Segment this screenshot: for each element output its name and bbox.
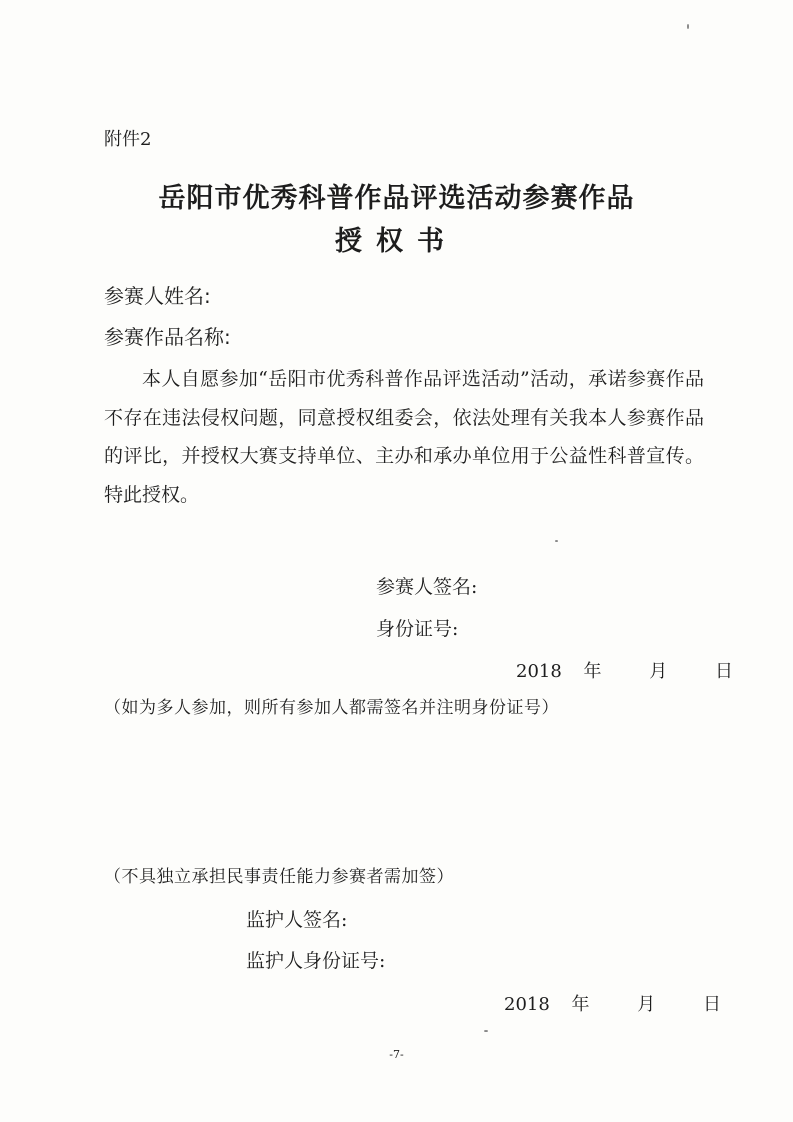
date-day-unit: 日: [703, 994, 722, 1015]
multi-participant-note: （如为多人参加，则所有参加人都需签名并注明身份证号）: [104, 698, 559, 718]
participant-id-label: 身份证号:: [376, 618, 459, 640]
participant-name-label: 参赛人姓名:: [104, 284, 211, 308]
page-number: -7-: [389, 1048, 404, 1061]
guardian-date: [504, 990, 721, 1016]
date-day-unit: 日: [715, 661, 734, 682]
scan-speck: [687, 24, 689, 29]
attachment-label: 附件2: [104, 129, 152, 150]
date-year: 2018: [516, 661, 562, 682]
scan-speck: [555, 540, 558, 542]
date-year-unit: 年: [583, 661, 602, 682]
date-year-unit: 年: [571, 994, 590, 1015]
scan-speck: [484, 1030, 488, 1032]
guardian-signature-label: 监护人签名:: [246, 909, 348, 931]
guardian-id-label: 监护人身份证号:: [246, 950, 386, 972]
authorization-body: 本人自愿参加“岳阳市优秀科普作品评选活动”活动，承诺参赛作品不存在违法侵权问题，同意授权组委会，依法处理有关我本人参赛作品的评比，并授权大赛支持单位、主办和承办单位用于公益性科普宣传。 特此授权。: [104, 368, 704, 506]
document-title: 岳阳市优秀科普作品评选活动参赛作品: [158, 183, 635, 214]
document-subtitle: 授权书: [335, 226, 458, 257]
participant-signature-label: 参赛人签名:: [376, 576, 478, 598]
date-month-unit: 月: [637, 994, 656, 1015]
guardian-note: （不具独立承担民事责任能力参赛者需加签）: [104, 867, 454, 887]
work-name-label: 参赛作品名称:: [104, 325, 231, 349]
date-month-unit: 月: [649, 661, 668, 682]
date-year: 2018: [504, 994, 550, 1015]
participant-date: [516, 657, 733, 683]
